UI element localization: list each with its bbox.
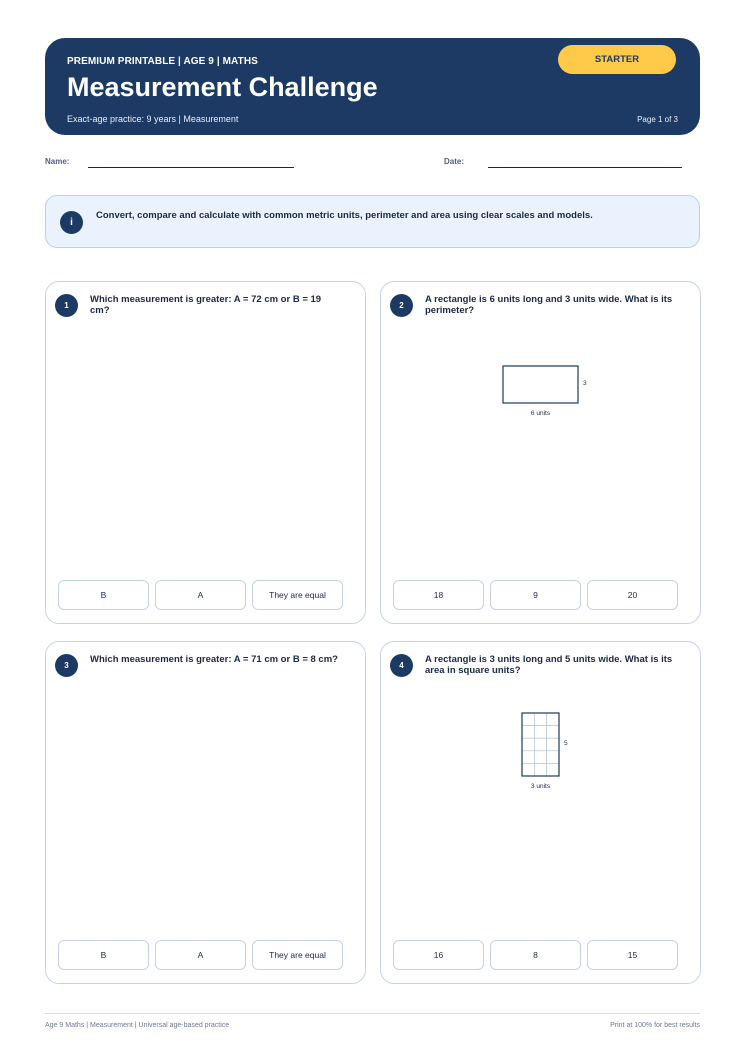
answer-options [58, 580, 343, 610]
name-label: Name: [45, 157, 70, 166]
date-label: Date: [444, 157, 465, 166]
info-icon: i [60, 211, 83, 234]
answer-option[interactable]: 15 [587, 940, 678, 970]
area-grid-diagram [381, 642, 700, 802]
question-text: Which measurement is greater: A = 72 cm or B = 19 cm? [90, 294, 322, 316]
footer-right: Print at 100% for best results [610, 1022, 700, 1029]
answer-option[interactable]: They are equal [252, 580, 343, 610]
grid-cell [522, 738, 534, 751]
grid-cell [547, 763, 559, 776]
question-card-2 [380, 281, 701, 624]
level-badge: STARTER [558, 45, 676, 74]
instructions-text: Convert, compare and calculate with common metric units, perimeter and area using clear scales and models. [96, 210, 593, 221]
worksheet-header [45, 38, 700, 135]
width-label: 3 [583, 380, 587, 387]
grid-cell [522, 726, 534, 739]
header-subtitle: Exact-age practice: 9 years | Measurement [67, 114, 239, 124]
page-number: Page 1 of 3 [637, 115, 678, 124]
footer-left: Age 9 Maths | Measurement | Universal age-based practice [45, 1022, 230, 1029]
grid-cell [534, 726, 546, 739]
question-card-3 [45, 641, 366, 984]
header-kicker: PREMIUM PRINTABLE | AGE 9 | MATHS [67, 56, 258, 67]
question-number: 3 [55, 654, 78, 677]
grid-cell [534, 738, 546, 751]
name-field[interactable] [88, 167, 294, 168]
answer-option[interactable]: 8 [490, 940, 581, 970]
instructions-box [45, 195, 700, 248]
question-text: A rectangle is 3 units long and 5 units wide. What is its area in square units? [425, 654, 673, 676]
page-title: Measurement Challenge [67, 72, 378, 102]
question-card-4 [380, 641, 701, 984]
width-label: 5 [564, 740, 568, 747]
grid-cell [522, 713, 534, 726]
grid-cell [547, 726, 559, 739]
grid-cell [522, 763, 534, 776]
answer-options [58, 940, 343, 970]
answer-options [393, 940, 678, 970]
question-text: Which measurement is greater: A = 71 cm or B = 8 cm? [90, 654, 338, 665]
grid-cell [522, 751, 534, 764]
grid-cell [547, 713, 559, 726]
grid-cell [534, 713, 546, 726]
length-label: 3 units [530, 783, 551, 790]
question-text: A rectangle is 6 units long and 3 units wide. What is its perimeter? [425, 294, 673, 316]
grid-cell [534, 763, 546, 776]
answer-option[interactable]: 20 [587, 580, 678, 610]
question-number: 4 [390, 654, 413, 677]
rectangle-diagram [381, 282, 700, 442]
question-card-1 [45, 281, 366, 624]
grid-cell [547, 751, 559, 764]
question-number: 2 [390, 294, 413, 317]
answer-option[interactable]: 9 [490, 580, 581, 610]
grid-cell [534, 751, 546, 764]
footer-divider [45, 1013, 700, 1014]
question-number: 1 [55, 294, 78, 317]
rectangle-shape [503, 366, 578, 403]
answer-option[interactable]: 18 [393, 580, 484, 610]
answer-option[interactable]: B [58, 940, 149, 970]
length-label: 6 units [530, 410, 551, 417]
answer-options [393, 580, 678, 610]
answer-option[interactable]: A [155, 940, 246, 970]
answer-option[interactable]: B [58, 580, 149, 610]
answer-option[interactable]: A [155, 580, 246, 610]
answer-option[interactable]: 16 [393, 940, 484, 970]
answer-option[interactable]: They are equal [252, 940, 343, 970]
date-field[interactable] [488, 167, 682, 168]
grid-cell [547, 738, 559, 751]
